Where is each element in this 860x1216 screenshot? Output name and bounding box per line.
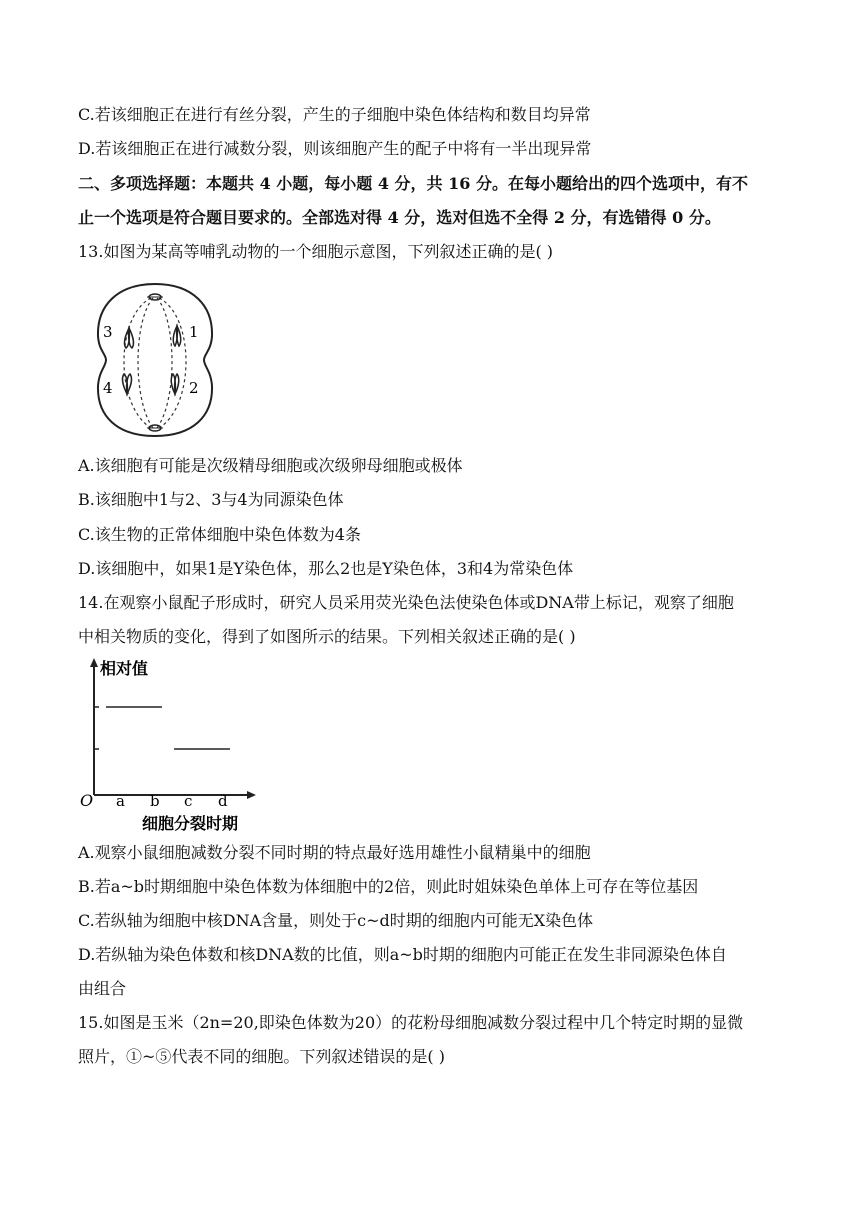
q13-option-c: C.该生物的正常体细胞中染色体数为4条 (78, 525, 361, 544)
x-tick-label-a: a (116, 792, 125, 810)
q14-option-d-cont: 由组合 (78, 979, 127, 998)
q14-stem: 14.在观察小鼠配子形成时，研究人员采用荧光染色法使染色体或DNA带上标记，观察了细胞 (78, 593, 734, 612)
q14-option-b: B.若a~b时期细胞中染色体数为体细胞中的2倍，则此时姐妹染色单体上可存在等位基因 (78, 877, 699, 896)
q14-option-d: D.若纵轴为染色体数和核DNA数的比值，则a~b时期的细胞内可能正在发生非同源染色体自 (78, 945, 727, 964)
x-tick-label-b: b (150, 792, 160, 810)
x-axis-label: 细胞分裂时期 (142, 814, 239, 833)
q13-option-d: D.该细胞中，如果1是Y染色体，那么2也是Y染色体，3和4为常染色体 (78, 559, 574, 578)
y-axis-label: 相对值 (100, 659, 149, 678)
q14-option-c: C.若纵轴为细胞中核DNA含量，则处于c~d时期的细胞内可能无X染色体 (78, 911, 594, 930)
origin-label: O (80, 791, 94, 810)
q14-option-a: A.观察小鼠细胞减数分裂不同时期的特点最好选用雄性小鼠精巢中的细胞 (78, 843, 591, 862)
q15-stem-cont: 照片，①~⑤代表不同的细胞。下列叙述错误的是( ) (78, 1047, 445, 1066)
q13-option-b: B.该细胞中1与2、3与4为同源染色体 (78, 490, 344, 509)
y-axis-arrow (90, 658, 98, 667)
centrosome-bottom (147, 425, 163, 431)
q12-option-c: C.若该细胞正在进行有丝分裂，产生的子细胞中染色体结构和数目均异常 (78, 105, 591, 124)
q13-option-a: A.该细胞有可能是次级精母细胞或次级卵母细胞或极体 (78, 456, 463, 475)
chromosome-2 (171, 374, 178, 394)
section2-heading-cont: 止一个选项是符合题目要求的。全部选对得 4 分，选对但选不全得 2 分，有选错得 0 分。 (78, 208, 721, 227)
q14-stem-cont: 中相关物质的变化，得到了如图所示的结果。下列相关叙述正确的是( ) (78, 627, 576, 646)
label-2: 2 (189, 379, 199, 397)
q12-option-d: D.若该细胞正在进行减数分裂，则该细胞产生的配子中将有一半出现异常 (78, 139, 592, 158)
x-axis-arrow (247, 791, 256, 799)
label-1: 1 (189, 323, 199, 341)
cell-diagram (85, 276, 225, 446)
chromosome-4 (123, 374, 132, 394)
centrosome-top (147, 294, 163, 300)
cell-membrane (98, 284, 212, 436)
spindle-fibers (124, 298, 186, 428)
label-3: 3 (103, 323, 113, 341)
relative-value-chart (78, 655, 268, 835)
q13-stem: 13.如图为某高等哺乳动物的一个细胞示意图，下列叙述正确的是( ) (78, 242, 554, 261)
chromosome-1 (173, 326, 180, 346)
section2-heading: 二、多项选择题：本题共 4 小题，每小题 4 分，共 16 分。在每小题给出的四个选项中，有不 (78, 174, 748, 193)
q15-stem: 15.如图是玉米（2n=20,即染色体数为20）的花粉母细胞减数分裂过程中几个特定时期的显微 (78, 1013, 744, 1032)
x-tick-label-c: c (184, 792, 193, 810)
label-4: 4 (103, 379, 113, 397)
x-tick-label-d: d (218, 792, 228, 810)
